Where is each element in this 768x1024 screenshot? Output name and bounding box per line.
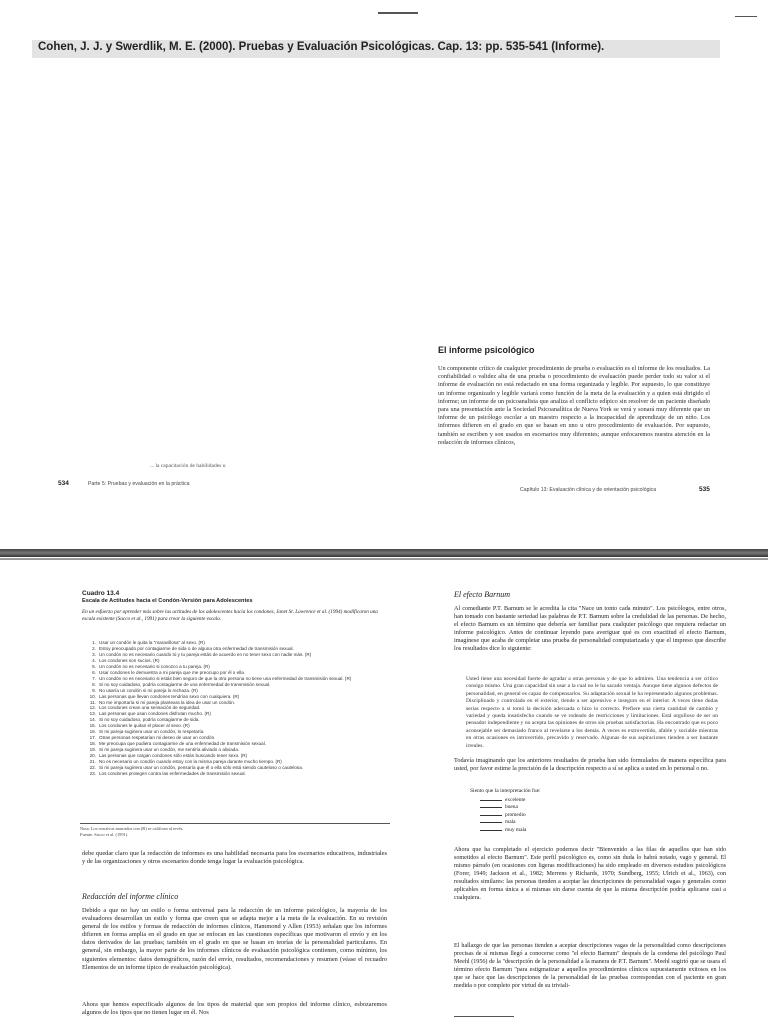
scale-item-number: 21. — [89, 759, 96, 765]
block-quote: Usted tiene una necesidad fuerte de agradar a otras personas y de que lo admiren. Una tendencia a ser crítico consigo mismo. Una gran capacidad sin usar a la cual no le ha sacado ventaja. Aunque tiene algunos defectos de personalidad, en general es capaz de compensarlos. Su adaptación sexual le ha representado algunos problemas. Disciplinado y controlado en el exterior, tiende a ser aprensivo e inseguro en el interior. A veces tiene dudas serias respecto a si tomó la decisión adecuada o hizo lo correcto. Prefiere una cierta cantidad de cambio y variedad y queda insatisfecho cuando se ve rodeado de restricciones y limitaciones. Está orgulloso de ser un pensador independiente y no acepta las opiniones de otros sin pruebas satisfactorias. Ha encontrado que es poco aconsejable ser demasiado franco al revelarse a los demás. A veces es extrovertido, afable y sociable mientras en otras ocasiones es introvertido, precavido y reservado. Algunas de sus aspiraciones tienden a ser bastante irreales. — [466, 676, 718, 749]
rating-option-label: mala — [505, 819, 516, 826]
scale-item-number: 1. — [92, 640, 96, 645]
rating-blank — [480, 800, 502, 801]
page-number-right: 535 — [699, 486, 710, 493]
scale-item-number: 23. — [89, 770, 96, 776]
scale-item-number: 20. — [89, 753, 96, 759]
body-paragraph: Un componente crítico de cualquier procedimiento de prueba o evaluación es el informe de los resultados. La confiabilidad o validez alta de una prueba o procedimiento de evaluación puede perder todo su valor si el informe de evaluación no está redactado en una forma organizada y legible. Por supuesto, lo que constituye un informe organizado y legible variará como función de la meta de la evaluación y a quien está dirigido el informe; un informe de un psicoanalista que analiza el conflicto edípico sin resolver de un paciente diseñado para una presentación ante la Sociedad Psicoanalítica de Nueva York se verá y sonará muy diferente que un informe de un psicólogo escolar a un maestro respecto a la incapacidad de aprendizaje de un niño. Los informes difieren en el grado en que se basan en uno u otro procedimiento de evaluación. Por supuesto, también se escriben y son usados en escenarios muy diferentes; aunque enfocaremos nuestra atención en la redacción de informes clínicos, — [438, 365, 710, 446]
scale-item-text: Un condón no es necesario cuando tú y tu pareja estás de acuerdo en no tener sexo con nadie más. (R) — [99, 651, 312, 657]
scale-item-number: 6. — [92, 669, 96, 675]
scale-item-number: 18. — [89, 741, 96, 747]
scale-item-text: Las personas que usan condones disfrutan mucho. (R) — [99, 711, 211, 717]
rating-option — [480, 827, 526, 834]
scan-gutter-band — [0, 549, 768, 557]
rating-option — [480, 804, 526, 811]
rating-blank — [480, 822, 502, 823]
citation-text: Cohen, J. J. y Swerdlik, M. E. (2000). Pruebas y Evaluación Psicológicas. Cap. 13: pp. 535-541 (Informe). — [38, 41, 605, 53]
scale-item-text: Las personas que llevan condones tendrían sexo con cualquiera. (R) — [99, 693, 240, 699]
body-paragraph: Al comediante P.T. Barnum se le acredita la cita "Nace un tonto cada minuto". Los psicólogos, entre otros, han tomado con bastante seriedad las palabras de P.T. Barnum sobre la credulidad de las personas. De hecho, el efecto Barnum es un término que debería ser familiar para cualquier psicólogo que requiera redactar un informe psicológico. Antes de continuar leyendo para averiguar qué es con exactitud el efecto Barnum, imagínese que acaba de completar una prueba de personalidad computarizada y que el impreso que describe los resultados dice lo siguiente: — [454, 605, 726, 653]
scale-item-number: 4. — [92, 657, 96, 663]
running-footer-right: Capítulo 13: Evaluación clínica y de orientación psicológica — [520, 487, 657, 493]
box-subtitle: Escala de Actitudes hacia el Condón-Versión para Adolescentes — [82, 598, 253, 604]
scale-item-text: Los condones son sucios. (R) — [99, 657, 160, 663]
rating-blank — [480, 815, 502, 816]
rating-scale — [480, 797, 526, 834]
rating-option-label: excelente — [505, 797, 526, 803]
scale-item-text: No me importaría si mi pareja planteara la idea de usar un condón. — [99, 699, 236, 705]
scale-item-text: Si mi pareja sugiriera usar un condón, me sentiría aliviado o aliviada. — [99, 747, 240, 753]
scale-item-number: 12. — [89, 705, 96, 711]
scale-item-number: 17. — [89, 735, 96, 741]
scale-item-number: 5. — [92, 663, 96, 669]
rating-option — [480, 812, 526, 819]
scale-item-number: 15. — [89, 723, 96, 729]
box-title: Cuadro 13.4 — [82, 590, 120, 597]
page-number-left: 534 — [58, 480, 69, 487]
scale-item-text: Un condón no es necesario si estás bien seguro de que la otra persona no tiene una enfermedad de transmisión sexual. (R) — [99, 675, 352, 681]
section-subhead: Redacción del informe clínico — [82, 892, 179, 901]
scale-item-number: 13. — [89, 711, 96, 717]
scale-item-number: 7. — [92, 675, 96, 681]
footnote-rule — [454, 1016, 514, 1017]
scale-item-text: Otras personas respetarían mi deseo de usar un condón. — [99, 735, 216, 741]
box-note: Nota: Los reactivos marcados con (R) se califican al revés. — [80, 826, 184, 831]
rating-option — [480, 819, 526, 826]
scale-item — [82, 771, 392, 777]
scale-item-text: Las personas que cargan condones sólo están buscando tener sexo. (R) — [99, 753, 248, 759]
body-paragraph: El hallazgo de que las personas tienden a aceptar descripciones vagas de la personalidad como descripciones precisas de sí mismas llegó a conocerse como "el efecto Barnum" después de la condena del psicólogo Paul Meehl (1956) de la "descripción de la personalidad a la manera de P.T. Barnum". Meehl sugirió que se usara el término efecto Barnum "para estigmatizar a aquellos procedimientos clínicos supuestamente exitosos en los que se hace que las descripciones de la personalidad de las pruebas correspondan con el paciente en gran medida o por completo por virtud de su triviali- — [454, 943, 726, 989]
scale-item-number: 19. — [89, 747, 96, 753]
scale-item-number: 8. — [92, 681, 96, 687]
scale-item-text: Los condones le quitan el placer al sexo. (R) — [99, 723, 190, 729]
scale-item-number: 2. — [92, 645, 96, 651]
scale-item-text: Si no soy cuidadoso, podría contagiarme de sida. — [99, 717, 200, 723]
scale-item-text: Me preocupa que pudiera contagiarme de una enfermedad de transmisión sexual. — [99, 741, 267, 747]
text-fragment: ... la capacitación de habilidades u — [150, 463, 226, 469]
scale-item-number: 11. — [89, 699, 96, 705]
scale-item-number: 3. — [92, 651, 96, 657]
scale-item-text: Los condones protegen contra las enfermedades de transmisión sexual. — [99, 770, 246, 776]
scale-item-text: Usar un condón le quita la "maravillosa" al sexo. (R) — [99, 640, 205, 645]
scale-item-number: 16. — [89, 729, 96, 735]
scale-item-number: 22. — [89, 765, 96, 771]
scale-item-number: 14. — [89, 717, 96, 723]
scale-item-text: Un condón no es necesario si conozco a tu pareja. (R) — [99, 663, 210, 669]
scale-item-number: 9. — [92, 687, 96, 693]
scale-item-text: Los condones crean una sensación de seguridad. — [99, 705, 201, 711]
body-paragraph: Debido a que no hay un estilo o forma universal para la redacción de un informe psicológico, la mayoría de los evaluadores desarrollan un estilo y forma que creen que se adapta mejor a la meta de la evaluación. En su revisión general de los estilos y formas de redacción de informes clínicos, Hammond y Allen (1953) señalan que los informes difieren en forma amplia en el grado en que se enfocan en las cuestiones específicas que motivaron el envío y en los datos derivados de las pruebas; también en el grado en que se basan en teorías de la personalidad particulares. En general, sin embargo, la mayor parte de los informes clínicos de evaluación psicológica contienen, como mínimo, los siguientes elementos: datos demográficos, razón del envío, resultados, recomendaciones y resumen (véase el recuadro Elementos de un informe típico de evaluación psicológica). — [82, 907, 387, 971]
scale-item-text: Si mi pareja sugiriera usar un condón, pensaría que él o ella sólo está siendo cauteloso o cautelosa. — [99, 765, 304, 771]
scale-item-text: No usaría un condón si mi pareja lo rechaza. (R) — [99, 687, 198, 693]
scale-item-text: Estoy preocupado por contagiarme de sida o de alguna otra enfermedad de transmisión sexual. — [99, 645, 294, 651]
rating-option-label: buena — [505, 804, 518, 811]
rating-blank — [480, 807, 502, 808]
box-divider — [80, 823, 390, 824]
scale-item-text: No es necesario un condón cuando estoy con la misma pareja durante mucho tiempo. (R) — [99, 759, 282, 765]
scale-item-text: Si mi pareja sugiriera usar un condón, lo respetaría. — [99, 729, 205, 735]
scale-item-text: Si no soy cuidadoso, podría contagiarme de una enfermedad de transmisión sexual. — [99, 681, 271, 687]
body-paragraph: Ahora que hemos especificado algunos de los tipos de material que son propios del informe clínico, esbozaremos algunos de los tipos que no tienen lugar en él. Nos — [82, 1001, 387, 1017]
running-footer-left: Parte 5: Pruebas y evaluación en la práctica — [88, 481, 190, 487]
rating-blank — [480, 830, 502, 831]
body-paragraph: Todavía imaginando que los anteriores resultados de prueba han sido formulados de manera específica para usted, por favor estime la precisión de la descripción respecto a sí se aplica a usted en lo personal o no. — [454, 757, 726, 773]
box-intro: En un esfuerzo por aprender más sobre las actitudes de los adolescentes hacia los condones, Janet St. Lawrence et al. (1994) modificaron una escala existente (Sacco et al., 1991) para crear la siguiente escala. — [82, 609, 378, 622]
scan-gutter-band-thin — [0, 558, 768, 560]
scale-item-number: 10. — [89, 693, 96, 699]
section-heading: El informe psicológico — [438, 345, 535, 355]
box-source: Fuente: Sacco et al. (1991). — [80, 832, 129, 837]
section-subhead: El efecto Barnum — [454, 590, 510, 599]
scale-items-list — [82, 640, 392, 777]
rating-scale-label: Siento que la interpretación fue: — [470, 788, 541, 794]
scan-mark-top-right — [735, 16, 757, 17]
body-paragraph: debe quedar claro que la redacción de informes es una habilidad necesaria para los escenarios educativos, industriales y de las organizaciones y otros escenarios donde tenga lugar la evaluación psicológica. — [82, 850, 387, 866]
rating-option — [480, 797, 526, 804]
scale-item-text: Usar condones le demuestra a mi pareja que me preocupo por él o ella. — [99, 669, 246, 675]
rating-option-label: muy mala — [505, 826, 527, 833]
rating-option-label: promedio — [505, 811, 526, 818]
body-paragraph: Ahora que ha completado el ejercicio podemos decir "Bienvenido a las filas de aquellos que han sido sometidos al efecto Barnum". Este perfil psicológico es, como sin duda lo habrá notado, vago y general. El mismo párrafo (en ocasiones con ligeras modificaciones) ha sido empleado en diversos estudios psicológicos (Forer, 1949; Jackson et al., 1982; Merrens y Richards, 1970; Sundberg, 1955; Ulrich et al., 1963), con resultados similares: las personas tienden a aceptar las descripciones de personalidad vagas y generales como aplicables en forma única a sí mismas sin darse cuenta de que la misma descripción podría aplicarse casi a cualquiera. — [454, 847, 726, 901]
scan-mark-top — [378, 12, 418, 14]
